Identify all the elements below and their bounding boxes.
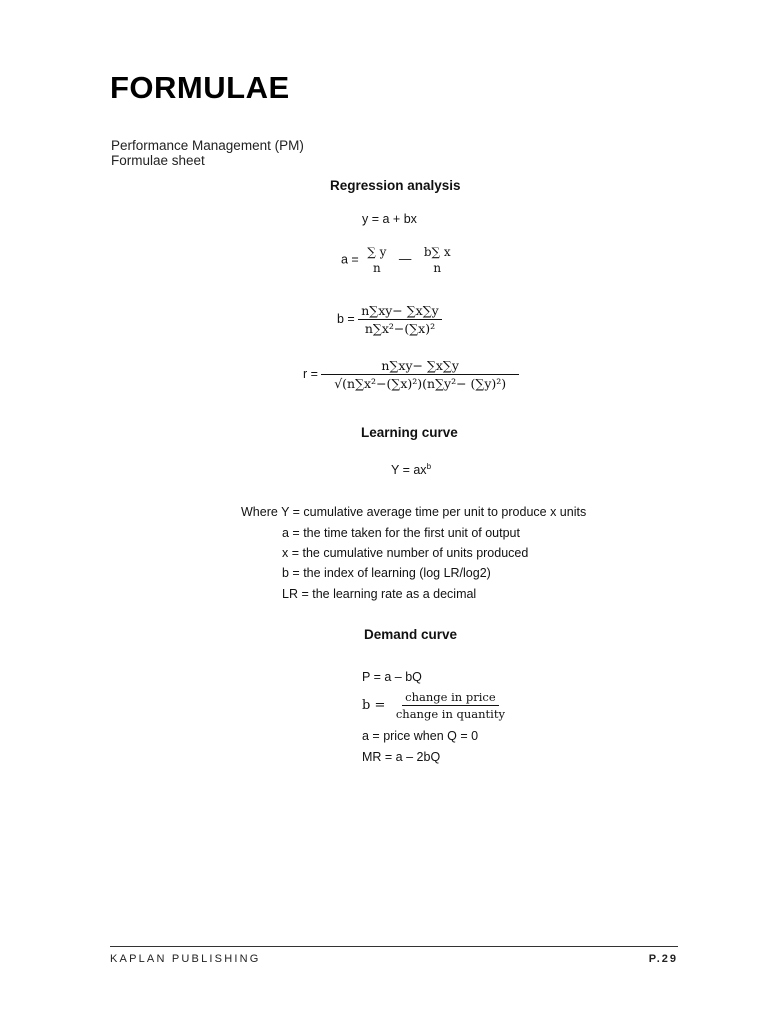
fraction-denominator: n xyxy=(433,261,442,275)
formula-b-label: b = xyxy=(337,311,355,326)
footer-divider xyxy=(110,946,678,947)
learning-equation-exponent: b xyxy=(426,462,432,471)
page-number: P.29 xyxy=(648,953,678,965)
minus-sign: — xyxy=(398,252,412,267)
footer-publisher: KAPLAN PUBLISHING xyxy=(110,953,261,965)
page-title: FORMULAE xyxy=(110,70,290,105)
demand-b-label: b = xyxy=(362,697,386,713)
formula-b xyxy=(337,303,442,336)
fraction-numerator: b∑ x xyxy=(423,245,451,259)
fraction-denominator: change in quantity xyxy=(395,707,505,721)
demand-formula-b xyxy=(362,690,508,721)
fraction-denominator: n∑x²−(∑x)² xyxy=(364,321,436,336)
demand-curve-heading: Demand curve xyxy=(364,627,458,642)
definition-b: b = the index of learning (log LR/log2) xyxy=(282,566,491,580)
formula-a xyxy=(341,245,454,275)
fraction-numerator: ∑ y xyxy=(367,245,387,259)
definition-y: Where Y = cumulative average time per unit to produce x units xyxy=(241,505,587,519)
demand-equation-p: P = a – bQ xyxy=(362,670,422,684)
learning-curve-equation xyxy=(391,462,431,477)
fraction-r xyxy=(321,358,519,391)
demand-equation-mr: MR = a – 2bQ xyxy=(362,750,441,764)
sheet-title: Performance Management (PM) xyxy=(111,138,304,153)
formula-a-label: a = xyxy=(341,252,359,267)
fraction-numerator: n∑xy− ∑x∑y xyxy=(358,303,442,320)
sheet-subtitle: Formulae sheet xyxy=(111,153,205,168)
demand-equation-a: a = price when Q = 0 xyxy=(362,729,479,743)
definition-a: a = the time taken for the first unit of output xyxy=(282,526,520,540)
definition-x: x = the cumulative number of units produced xyxy=(282,546,529,560)
learning-equation-base: Y = ax xyxy=(391,463,427,478)
regression-heading: Regression analysis xyxy=(330,178,461,193)
fraction-denominator: n xyxy=(372,261,381,275)
learning-curve-heading: Learning curve xyxy=(361,425,458,440)
fraction-b xyxy=(358,303,442,336)
fraction-numerator: change in price xyxy=(402,690,498,706)
fraction-sum-y-over-n xyxy=(364,245,389,275)
fraction-denominator: √(n∑x²−(∑x)²)(n∑y²− (∑y)²) xyxy=(334,376,507,391)
fraction-b-sum-x-over-n xyxy=(421,245,454,275)
definition-lr: LR = the learning rate as a decimal xyxy=(282,587,477,601)
formula-r xyxy=(303,358,519,391)
fraction-change-price-over-quantity xyxy=(393,690,508,721)
formula-r-label: r = xyxy=(303,366,318,381)
regression-equation: y = a + bx xyxy=(362,212,417,226)
fraction-numerator: n∑xy− ∑x∑y xyxy=(321,358,519,375)
